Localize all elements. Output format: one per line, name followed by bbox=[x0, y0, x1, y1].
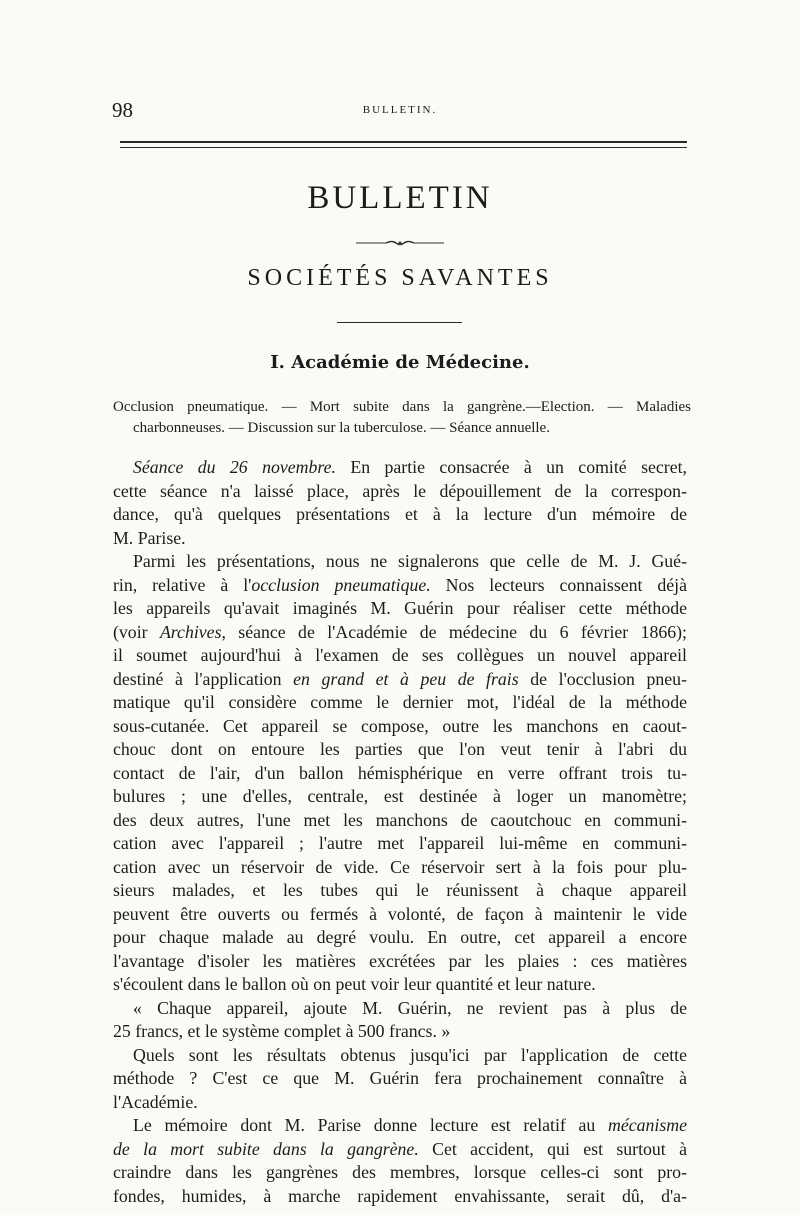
text-line bbox=[113, 574, 687, 598]
text-line: les appareils qu'avait imaginés M. Guérin pour réaliser cette méthode bbox=[113, 598, 687, 618]
text-line bbox=[113, 1114, 687, 1138]
text-line: Quels sont les résultats obtenus jusqu'ici par l'application de cette bbox=[133, 1044, 687, 1065]
text-span: Cet accident, qui est surtout à bbox=[418, 1138, 687, 1159]
text-line: contact de l'air, d'un ballon hémisphérique en verre offrant trois tu- bbox=[113, 762, 687, 783]
text-line: craindre dans les gangrènes des membres, lorsque celles-ci sont pro- bbox=[113, 1162, 687, 1182]
text-line: « Chaque appareil, ajoute M. Guérin, ne revient pas à plus de bbox=[133, 997, 687, 1018]
text-line: fondes, humides, à marche rapidement envahissante, serait dû, d'a- bbox=[113, 1185, 687, 1206]
running-title: BULLETIN. bbox=[362, 104, 438, 116]
text-line: bulures ; une d'elles, centrale, est destinée à loger un manomètre; bbox=[113, 786, 687, 806]
main-title: BULLETIN bbox=[307, 180, 493, 216]
italic-text: en grand et à peu de frais bbox=[293, 668, 519, 689]
subtitle: SOCIÉTÉS SAVANTES bbox=[247, 265, 553, 291]
double-rule-divider bbox=[120, 141, 687, 148]
text-line: cation avec l'appareil ; l'autre met l'appareil lui-même en communi- bbox=[113, 833, 687, 853]
text-line: peuvent être ouverts ou fermés à volonté, de façon à maintenir le vide bbox=[113, 903, 687, 924]
page-number: 98 bbox=[112, 98, 133, 122]
text-line: l'Académie. bbox=[113, 1091, 198, 1112]
text-span: Nos lecteurs connaissent déjà bbox=[430, 574, 688, 595]
section-summary bbox=[113, 397, 691, 439]
text-line: Parmi les présentations, nous ne signalerons que celle de M. J. Gué- bbox=[133, 551, 687, 571]
text-span: destiné à l'application bbox=[113, 668, 294, 689]
ornament-divider bbox=[356, 239, 444, 247]
text-line: l'avantage d'isoler les matières excrétées par les plaies : ces matières bbox=[113, 950, 687, 971]
short-rule-divider bbox=[337, 322, 462, 323]
text-line: chouc dont on entoure les parties que l'on veut tenir à l'abri du bbox=[113, 739, 687, 759]
text-line: sous-cutanée. Cet appareil se compose, outre les manchons en caout- bbox=[113, 715, 687, 736]
text-line: sieurs malades, et les tubes qui le réunissent à chaque appareil bbox=[113, 880, 687, 900]
summary-line: Occlusion pneumatique. — Mort subite dans la gangrène.—Election. — Maladies bbox=[113, 399, 691, 415]
text-line: s'écoulent dans le ballon où on peut voir leur quantité et leur nature. bbox=[113, 974, 596, 994]
running-head bbox=[112, 98, 688, 122]
text-line bbox=[113, 456, 687, 480]
text-line bbox=[113, 668, 687, 692]
italic-text: occlusion pneumatique. bbox=[251, 574, 431, 595]
text-line: il soumet aujourd'hui à l'examen de ses collègues un nouvel appareil bbox=[113, 645, 687, 665]
text-line: méthode ? C'est ce que M. Guérin fera prochainement connaître à bbox=[113, 1068, 687, 1088]
italic-text: Archives bbox=[159, 621, 222, 642]
text-span: , séance de l'Académie de médecine du 6 février 1866); bbox=[221, 621, 687, 642]
italic-text: de la mort subite dans la gangrène. bbox=[113, 1138, 419, 1159]
body-text bbox=[113, 456, 687, 1208]
text-line: matique qu'il considère comme le dernier mot, l'idéal de la méthode bbox=[113, 692, 687, 712]
text-line bbox=[113, 621, 687, 645]
section-heading: I. Académie de Médecine. bbox=[270, 352, 530, 373]
text-span: En partie consacrée à un comité secret, bbox=[335, 457, 687, 477]
text-line: des deux autres, l'une met les manchons de caoutchouc en communi- bbox=[113, 809, 687, 830]
italic-text: Séance du 26 novembre. bbox=[133, 457, 336, 477]
text-span: (voir bbox=[113, 621, 160, 642]
text-line: 25 francs, et le système complet à 500 francs. » bbox=[113, 1021, 451, 1041]
text-span: rin, relative à l' bbox=[113, 574, 252, 595]
text-line: cation avec un réservoir de vide. Ce réservoir sert à la fois pour plu- bbox=[113, 856, 687, 877]
text-line: M. Parise. bbox=[113, 527, 186, 548]
text-line: pour chaque malade au degré voulu. En outre, cet appareil a encore bbox=[113, 927, 687, 947]
text-line bbox=[113, 1138, 687, 1162]
text-span: de l'occlusion pneu- bbox=[518, 668, 687, 689]
text-line: dance, qu'à quelques présentations et à la lecture d'un mémoire de bbox=[113, 504, 687, 524]
text-span: Le mémoire dont M. Parise donne lecture est relatif au bbox=[133, 1115, 608, 1135]
text-line: cette séance n'a laissé place, après le dépouillement de la correspon- bbox=[113, 480, 687, 501]
summary-line: charbonneuses. — Discussion sur la tuberculose. — Séance annuelle. bbox=[133, 420, 550, 436]
italic-text: mécanisme bbox=[608, 1115, 687, 1135]
